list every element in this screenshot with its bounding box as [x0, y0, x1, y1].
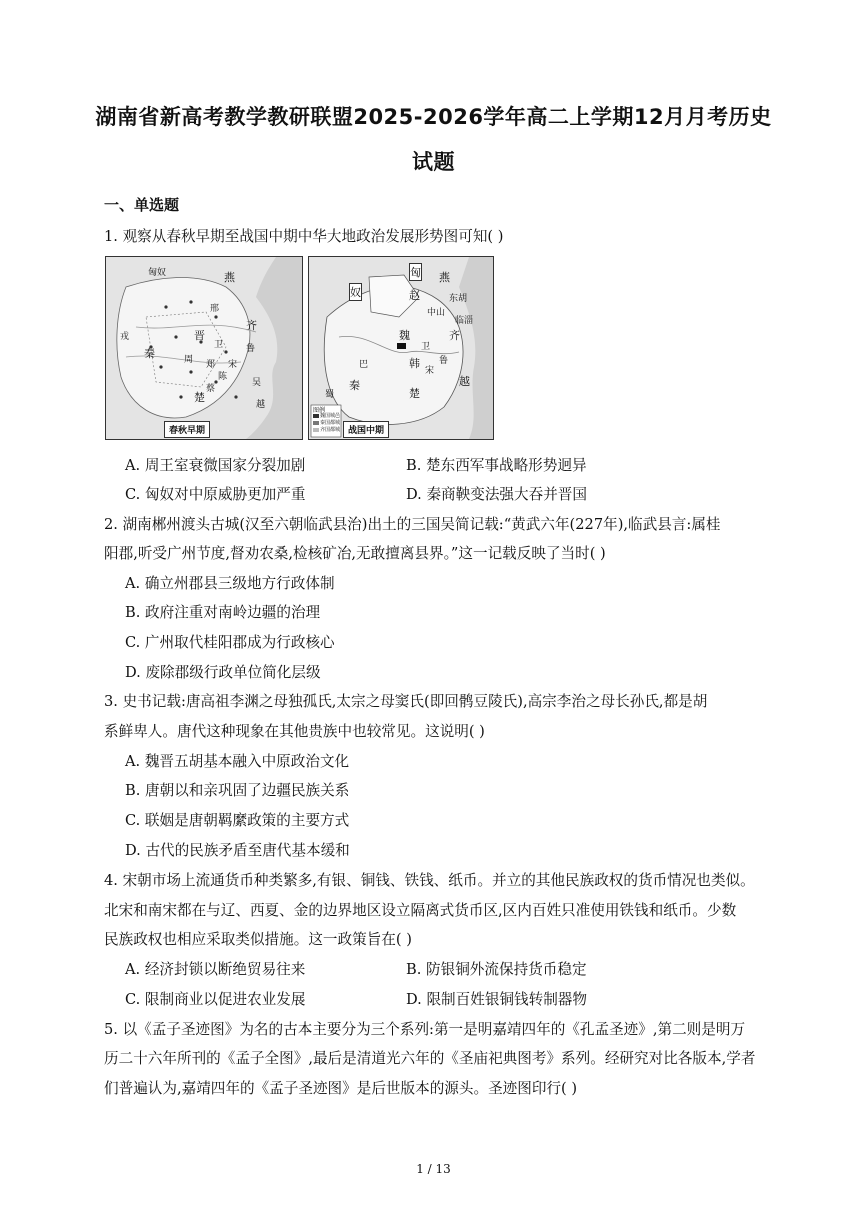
q1-maps — [105, 256, 495, 440]
map-label: 齐 — [449, 329, 460, 342]
q1-option-c: C. 匈奴对中原威胁更加严重 — [125, 486, 306, 503]
map-label: 楚 — [409, 387, 420, 400]
map-label: 吴 — [252, 378, 262, 388]
q4-option-a: A. 经济封锁以断绝贸易往来 — [125, 961, 306, 978]
map-label: 蜀 — [325, 390, 335, 400]
map-label: 卫 — [421, 342, 431, 352]
map-label: 魏 — [399, 329, 410, 342]
map-label: 秦 — [144, 347, 155, 360]
q1-option-d: D. 秦商鞅变法强大吞并晋国 — [406, 486, 587, 503]
map-label: 奴 — [349, 283, 362, 301]
q4-option-c: C. 限制商业以促进农业发展 — [125, 991, 306, 1008]
map-label: 巴 — [359, 360, 369, 370]
q2-option-d: D. 废除郡级行政单位简化层级 — [125, 664, 321, 681]
map-label: 晋 — [194, 329, 205, 342]
map-label: 越 — [256, 400, 266, 410]
q4-stem-line2: 北宋和南宋都在与辽、西夏、金的边界地区设立隔离式货币区,区内百姓只准使用铁钱和纸币。少数 — [104, 902, 737, 919]
q4-stem-line3: 民族政权也相应采取类似措施。这一政策旨在( ) — [104, 931, 412, 948]
map-label: 邢 — [210, 304, 220, 314]
map-label: 赵 — [409, 289, 420, 302]
q1-option-b: B. 楚东西军事战略形势迥异 — [406, 457, 587, 474]
map-label: 燕 — [224, 271, 235, 284]
q2-stem-line2: 阳郡,听受广州节度,督劝农桑,检核矿冶,无敢擅离县界。”这一记载反映了当时( ) — [104, 545, 606, 562]
map-label: 越 — [459, 375, 470, 388]
map-label: 匈 — [409, 263, 422, 281]
q2-option-b: B. 政府注重对南岭边疆的治理 — [125, 604, 321, 621]
legend-item: 秦国都城 — [320, 420, 341, 426]
q3-stem-line1: 3. 史书记载:唐高祖李渊之母独孤氏,太宗之母窦氏(即回鹘豆陵氏),高宗李治之母长孙氏,都是胡 — [104, 693, 708, 710]
q3-option-c: C. 联姻是唐朝羁縻政策的主要方式 — [125, 812, 350, 829]
q5-stem-line3: 们普遍认为,嘉靖四年的《孟子圣迹图》是后世版本的源头。圣迹图印行( ) — [104, 1080, 578, 1097]
q4-option-d: D. 限制百姓银铜钱转制器物 — [406, 991, 587, 1008]
map-label: 秦 — [349, 379, 360, 392]
map-label: 郑 — [206, 360, 216, 370]
map-label: 戎 — [120, 332, 130, 342]
map-label: 陈 — [218, 372, 228, 382]
q2-option-c: C. 广州取代桂阳郡成为行政核心 — [125, 634, 335, 651]
q3-stem-line2: 系鲜卑人。唐代这种现象在其他贵族中也较常见。这说明( ) — [104, 723, 485, 740]
q4-stem-line1: 4. 宋朝市场上流通货币种类繁多,有银、铜钱、铁钱、纸币。并立的其他民族政权的货币情况也类似。 — [104, 872, 755, 889]
map-label: 卫 — [214, 340, 224, 350]
map-caption: 战国中期 — [343, 421, 389, 438]
legend-item: 魏国城邑 — [320, 413, 341, 419]
map-label: 韩 — [409, 357, 420, 370]
q5-stem-line2: 历二十六年所刊的《孟子全图》,最后是清道光六年的《圣庙祀典图考》系列。经研究对比各版本,学者 — [104, 1050, 756, 1067]
q4-option-b: B. 防银铜外流保持货币稳定 — [406, 961, 587, 978]
legend-item: 齐国都城 — [320, 427, 341, 433]
map-label: 中山 — [427, 308, 446, 318]
map-label: 临淄 — [455, 316, 474, 326]
document-title-line2: 试题 — [412, 150, 455, 174]
map-label: 鲁 — [439, 356, 449, 366]
page-number: 1 / 13 — [416, 1162, 451, 1176]
map-warring-states — [308, 256, 494, 440]
q1-stem: 1. 观察从春秋早期至战国中期中华大地政治发展形势图可知( ) — [104, 228, 504, 245]
q2-option-a: A. 确立州郡县三级地方行政体制 — [125, 575, 335, 592]
map-label: 鲁 — [246, 344, 256, 354]
map-label: 周 — [184, 355, 194, 365]
map-label: 宋 — [425, 366, 435, 376]
q3-option-b: B. 唐朝以和亲巩固了边疆民族关系 — [125, 782, 350, 799]
map-spring-autumn-graphic — [106, 257, 302, 439]
map-spring-autumn — [105, 256, 303, 440]
map-caption: 春秋早期 — [164, 421, 210, 438]
legend-title: 图例 — [313, 407, 326, 414]
map-label: 匈奴 — [148, 268, 167, 278]
q5-stem-line1: 5. 以《孟子圣迹图》为名的古本主要分为三个系列:第一是明嘉靖四年的《孔孟圣迹》,第二则是明万 — [104, 1021, 746, 1038]
q1-option-a: A. 周王室衰微国家分裂加剧 — [125, 457, 306, 474]
q2-stem-line1: 2. 湖南郴州渡头古城(汉至六朝临武县治)出土的三国吴简记载:“黄武六年(227年),临武县言:属桂 — [104, 516, 721, 533]
map-label: 楚 — [194, 391, 205, 404]
q3-option-a: A. 魏晋五胡基本融入中原政治文化 — [125, 753, 350, 770]
q3-option-d: D. 古代的民族矛盾至唐代基本缓和 — [125, 842, 350, 859]
map-label: 宋 — [228, 360, 238, 370]
map-label: 齐 — [246, 319, 257, 332]
map-label: 东胡 — [449, 294, 468, 304]
map-label: 蔡 — [206, 384, 216, 394]
map-label: 燕 — [439, 271, 450, 284]
section-heading: 一、单选题 — [104, 196, 180, 214]
document-title-line1: 湖南省新高考教学教研联盟2025-2026学年高二上学期12月月考历史 — [95, 105, 772, 129]
